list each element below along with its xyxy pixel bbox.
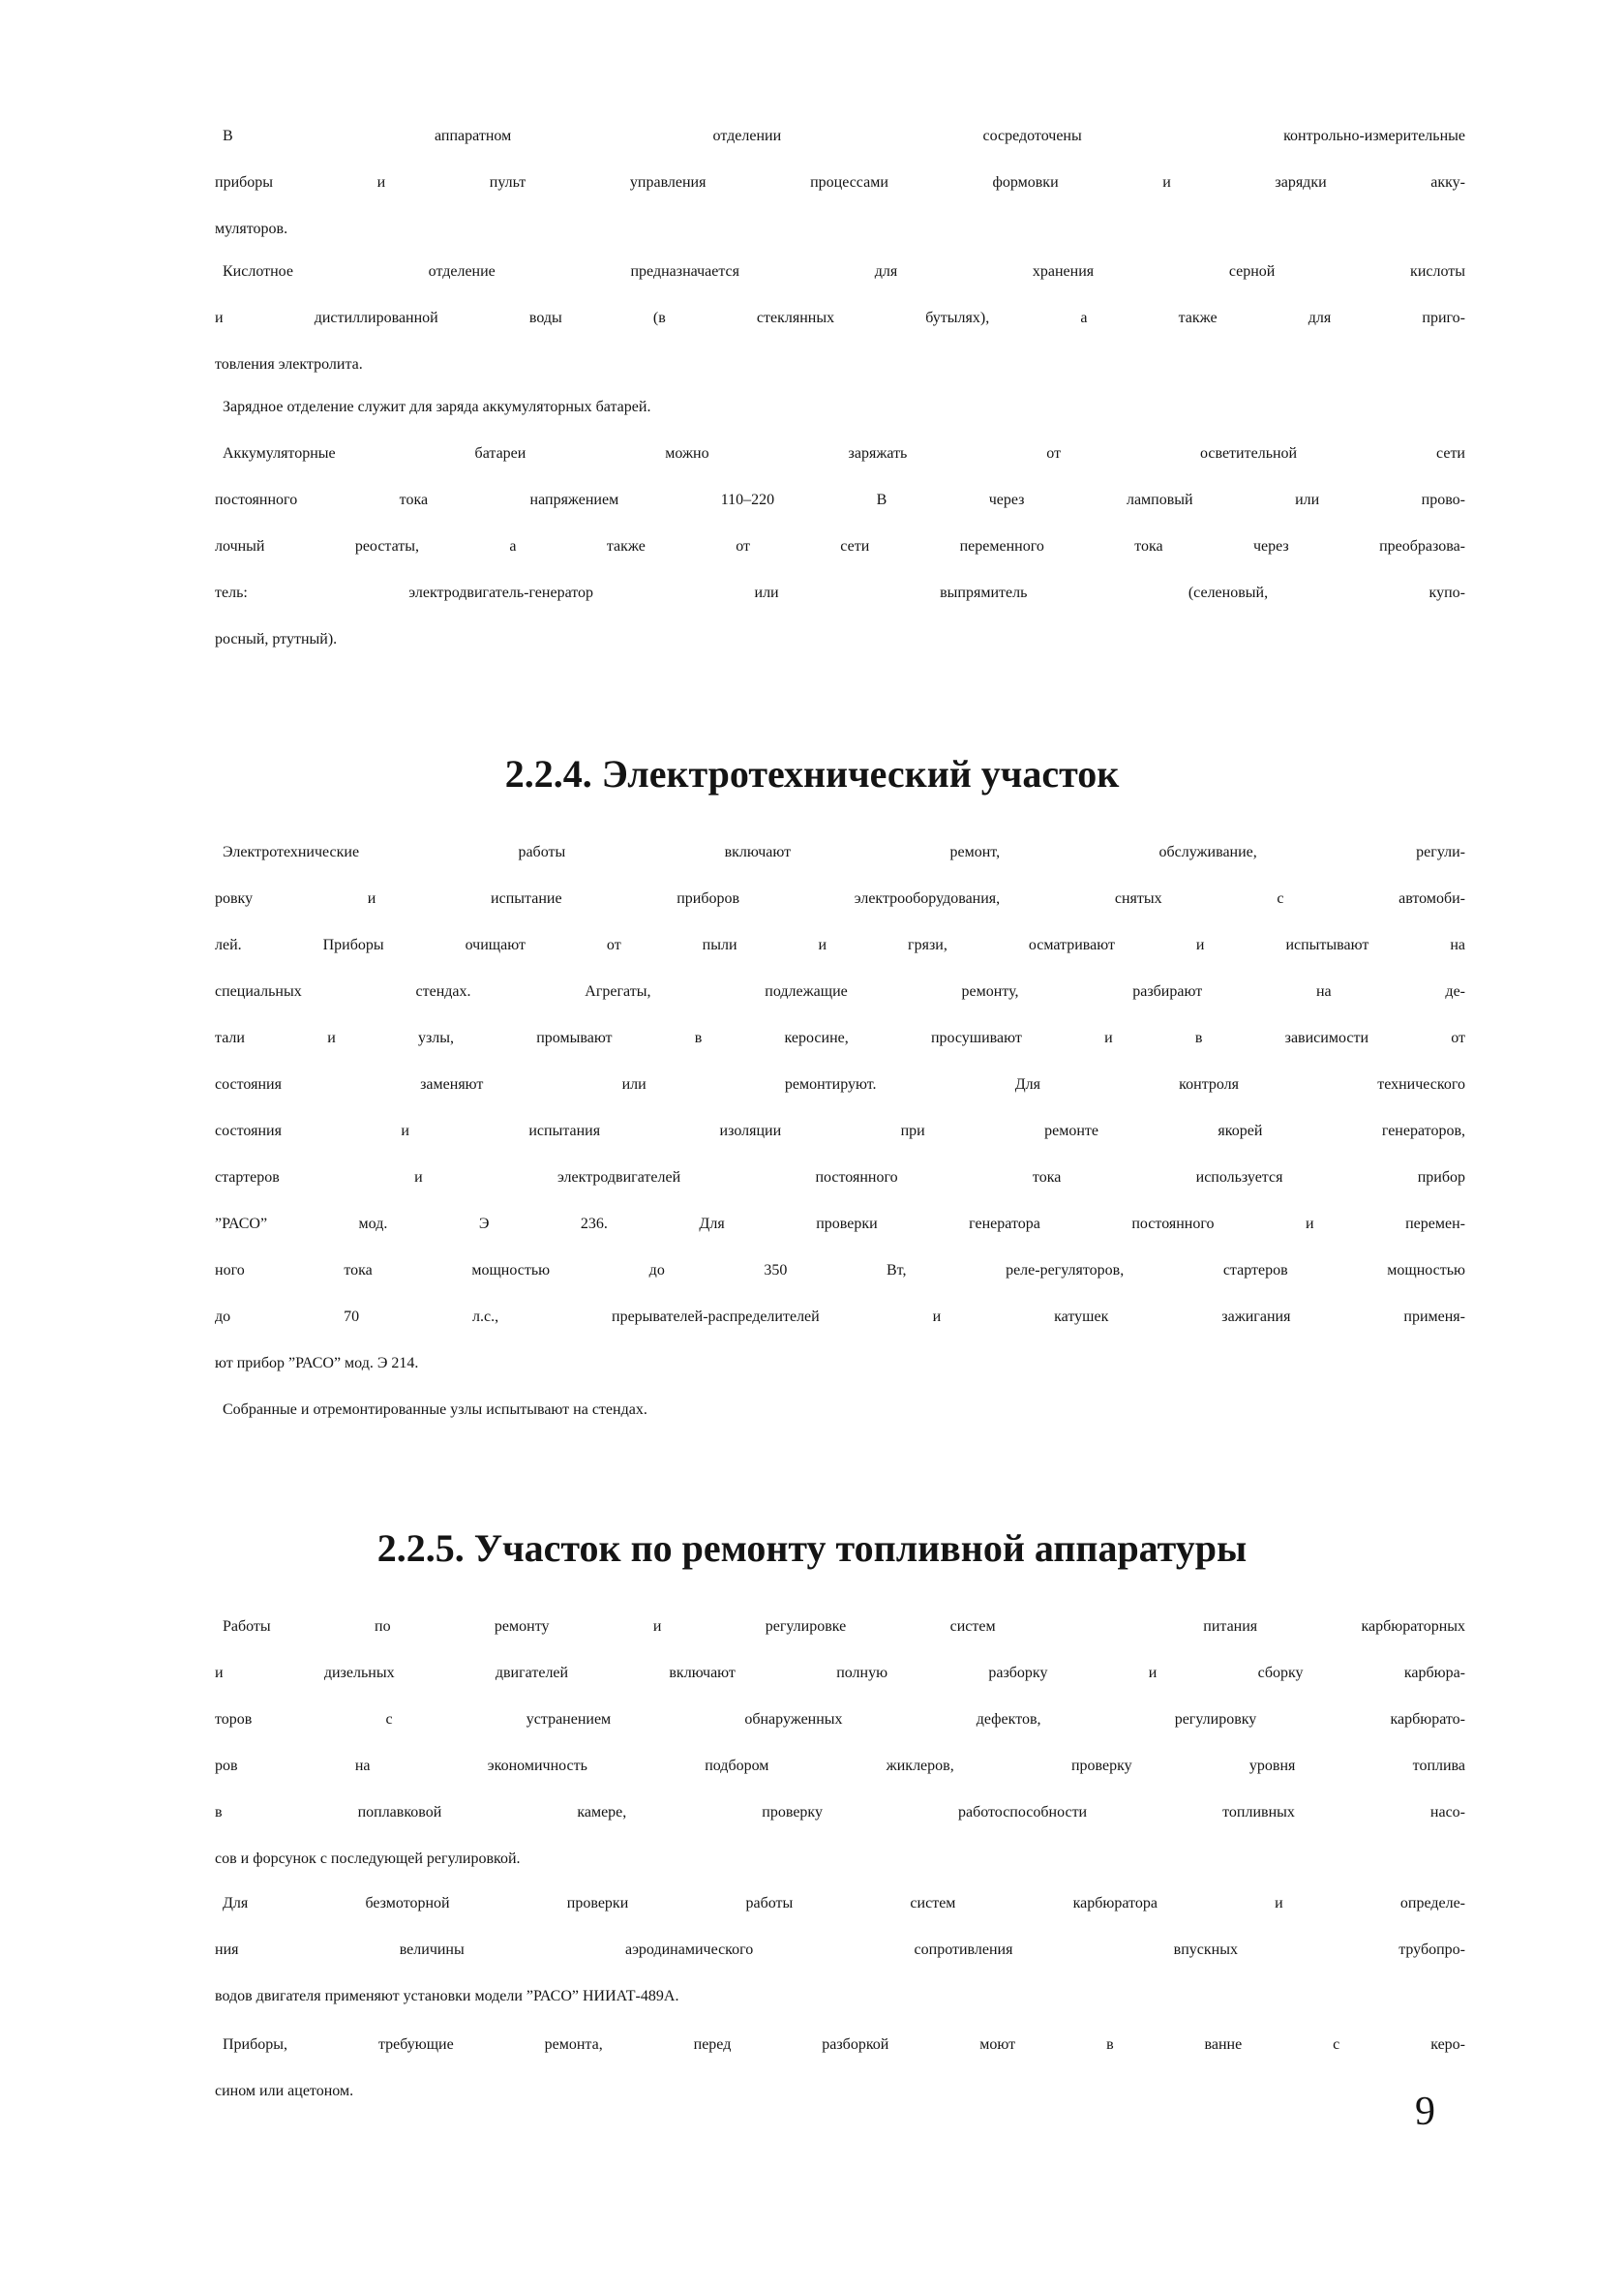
text-line: тали и узлы, промывают в керосине, просушивают и в зависимости от <box>215 1030 1465 1046</box>
text-line: стартеров и электродвигателей постоянного тока используется прибор <box>215 1169 1465 1186</box>
text-line: и дистиллированной воды (в стеклянных бутылях), а также для приго- <box>215 310 1465 326</box>
text-line: Для безмоторной проверки работы систем карбюратора и определе- <box>223 1895 1465 1911</box>
section-2-2-5-paragraph-2 <box>215 1895 1465 2034</box>
text-line: ного тока мощностью до 350 Вт, реле-регуляторов, стартеров мощностью <box>215 1262 1465 1279</box>
text-line: специальных стендах. Агрегаты, подлежащие ремонту, разбирают на де- <box>215 983 1465 1000</box>
text-line: муляторов. <box>215 221 288 237</box>
text-line: тель: электродвигатель-генератор или выпрямитель (селеновый, купо- <box>215 585 1465 601</box>
text-line: ровку и испытание приборов электрооборудования, снятых с автомоби- <box>215 890 1465 907</box>
text-line: лочный реостаты, а также от сети переменного тока через преобразова- <box>215 538 1465 555</box>
text-line: сов и форсунок с последующей регулировкой. <box>215 1851 521 1867</box>
text-line: Кислотное отделение предназначается для хранения серной кислоты <box>223 263 1465 280</box>
text-line: В аппаратном отделении сосредоточены контрольно-измерительные <box>223 128 1465 144</box>
text-line: водов двигателя применяют установки модели ”РАСО” НИИАТ-489А. <box>215 1988 679 2004</box>
text-line: Зарядное отделение служит для заряда аккумуляторных батарей. <box>223 399 651 415</box>
text-line: товления электролита. <box>215 356 363 373</box>
section-2-2-4-paragraph-2 <box>215 1401 1465 1448</box>
text-line: состояния и испытания изоляции при ремонте якорей генераторов, <box>215 1123 1465 1139</box>
text-line: Аккумуляторные батареи можно заряжать от осветительной сети <box>223 445 1465 462</box>
section-2-2-5-paragraph-3 <box>215 2036 1465 2129</box>
text-line: состояния заменяют или ремонтируют. Для контроля технического <box>215 1076 1465 1093</box>
text-line: ют прибор ”РАСО” мод. Э 214. <box>215 1355 419 1371</box>
text-line: Приборы, требующие ремонта, перед разборкой моют в ванне с керо- <box>223 2036 1465 2053</box>
text-line: до 70 л.с., прерывателей-распределителей и катушек зажигания применя- <box>215 1309 1465 1325</box>
text-line: ”РАСО” мод. Э 236. Для проверки генератора постоянного и перемен- <box>215 1216 1465 1232</box>
text-line: в поплавковой камере, проверку работоспособности топливных насо- <box>215 1804 1465 1821</box>
text-line: Электротехнические работы включают ремонт, обслуживание, регули- <box>223 844 1465 860</box>
text-line: Собранные и отремонтированные узлы испытывают на стендах. <box>223 1401 647 1418</box>
intro-paragraph-3 <box>215 399 1465 445</box>
section-2-2-4-paragraph-1 <box>215 844 1465 1401</box>
text-line: сином или ацетоном. <box>215 2083 354 2099</box>
intro-paragraph-2 <box>215 263 1465 403</box>
text-line: и дизельных двигателей включают полную разборку и сборку карбюра- <box>215 1665 1465 1681</box>
text-line: Работы по ремонту и регулировке систем питания карбюраторных <box>223 1618 1465 1635</box>
page-number: 9 <box>1415 2090 1435 2134</box>
intro-paragraph-4 <box>215 445 1465 677</box>
text-line: лей. Приборы очищают от пыли и грязи, осматривают и испытывают на <box>215 937 1465 953</box>
text-line: ния величины аэродинамического сопротивления впускных трубопро- <box>215 1941 1465 1958</box>
text-line: торов с устранением обнаруженных дефектов, регулировку карбюрато- <box>215 1711 1465 1728</box>
text-line: постоянного тока напряжением 110–220 В через ламповый или прово- <box>215 492 1465 508</box>
text-line: ров на экономичность подбором жиклеров, проверку уровня топлива <box>215 1758 1465 1774</box>
section-2-2-5-paragraph-1 <box>215 1618 1465 1897</box>
section-heading-2-2-4: 2.2.4. Электротехнический участок <box>504 752 1120 796</box>
intro-paragraph-1 <box>215 128 1465 267</box>
section-heading-2-2-5: 2.2.5. Участок по ремонту топливной аппаратуры <box>376 1526 1248 1570</box>
text-line: приборы и пульт управления процессами формовки и зарядки акку- <box>215 174 1465 191</box>
text-line: росный, ртутный). <box>215 631 338 647</box>
